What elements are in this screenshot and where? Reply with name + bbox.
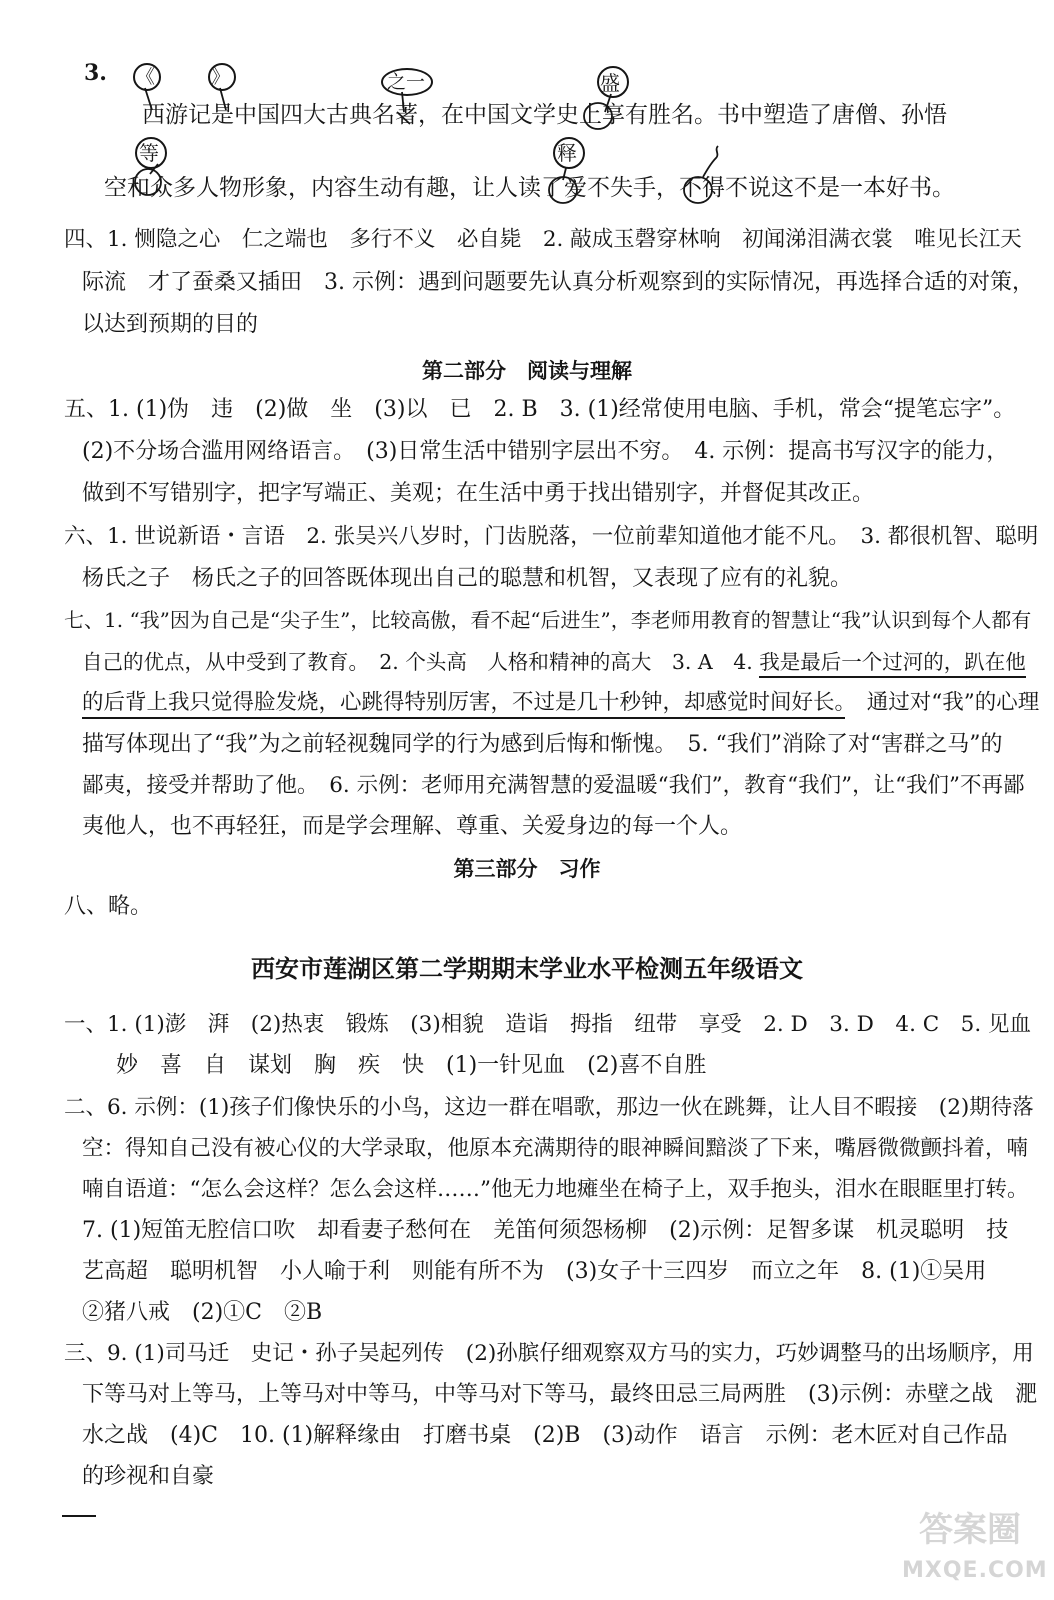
e3-line-2: 下等马对上等马，上等马对中等马，中等马对下等马，最终田忌三局两胜 (3)示例：赤壁之战 淝 [82,1382,1038,1407]
zhi-yi-mark: 之一 [387,71,426,93]
s7-line-5: 鄙夷，接受并帮助了他。 6. 示例：老师用充满智慧的爱温暖“我们”，教育“我们”，让“我们”不再鄙 [82,773,1025,798]
s7-line-2-text: 自己的优点，从中受到了教育。 2. 个头高 人格和精神的高大 3. A 4. [82,650,760,674]
part-3-heading: 第三部分 习作 [453,856,601,881]
s4-line-1: 四、1. 恻隐之心 仁之端也 多行不义 必自毙 2. 敲成玉磬穿林响 初闻涕泪满衣裳 唯见长江天 [64,227,1022,252]
s7-line-6: 夷他人，也不再轻狂，而是学会理解、尊重、关爱身边的每一个人。 [82,814,743,839]
watermark-url: MXQE.COM [902,1558,1048,1583]
s5-line-1: 五、1. (1)伪 违 (2)做 坐 (3)以 已 2. B 3. (1)经常使用电脑、手机，常会“提笔忘字”。 [64,397,1016,422]
page-footer-rule [62,1515,96,1517]
s4-line-3: 以达到预期的目的 [82,312,259,337]
e2-line-6: ②猪八戒 (2)①C ②B [82,1300,323,1325]
s7-line-1: 七、1. “我”因为自己是“尖子生”，比较高傲，看不起“后进生”，李老师用教育的智慧让“我”认识到每个人都有 [64,608,1032,632]
s6-line-2: 杨氏之子 杨氏之子的回答既体现出自己的聪慧和机智，又表现了应有的礼貌。 [82,566,853,591]
e2-line-3: 喃自语道：“怎么会这样？怎么会这样……”他无力地瘫坐在椅子上，双手抱头，泪水在眼眶里打转。 [82,1177,1029,1202]
e3-line-4: 的珍视和自豪 [82,1464,215,1489]
e3-line-3: 水之战 (4)C 10. (1)解释缘由 打磨书桌 (2)B (3)动作 语言 示例：老木匠对自己作品 [82,1423,1008,1448]
e2-line-2: 空：得知自己没有被心仪的大学录取，他原本充满期待的眼神瞬间黯淡了下来，嘴唇微微颤抖着，喃 [82,1136,1029,1161]
watermark-logo [902,1504,1048,1590]
book-close-mark: 》 [211,66,231,88]
deng-mark: 等 [139,141,159,165]
e3-line-1: 三、9. (1)司马迁 史记・孙子吴起列传 (2)孙膑仔细观察双方马的实力，巧妙调整马的出场顺序，用 [64,1341,1034,1366]
shi-mark: 释 [557,141,577,165]
exam-title: 西安市莲湖区第二学期期末学业水平检测五年级语文 [251,954,803,983]
s7-underlined-sentence-start: 我是最后一个过河的，趴在他 [759,650,1026,678]
part-2-heading: 第二部分 阅读与理解 [422,358,632,383]
s8-line-1: 八、略。 [64,894,153,919]
sheng-mark: 盛 [600,71,620,95]
q3-line-1: 西游记是中国四大古典名著，在中国文学史上享有胜名。书中塑造了唐僧、孙悟 [142,102,947,128]
s4-line-2: 际流 才了蚕桑又插田 3. 示例：遇到问题要先认真分析观察到的实际情况，再选择合适的对策， [82,270,1034,295]
s7-line-3-text: 通过对“我”的心理 [866,690,1040,715]
e1-line-2: 妙 喜 自 谋划 胸 疾 快 (1)一针见血 (2)喜不自胜 [116,1053,707,1078]
q3-number: 3. [84,60,107,86]
q3-line-2: 空和众多人物形象，内容生动有趣，让人读了爱不失手，不得不说这不是一本好书。 [104,175,955,201]
e1-line-1: 一、1. (1)澎 湃 (2)热衷 锻炼 (3)相貌 造诣 拇指 纽带 享受 2. D 3. D 4. C 5. 见血 [64,1012,1032,1037]
e2-line-1: 二、6. 示例：(1)孩子们像快乐的小鸟，这边一群在唱歌，那边一伙在跳舞，让人目不暇接 (2)期待落 [64,1095,1034,1120]
watermark-logo-text: 答案圈 [919,1510,1021,1550]
s7-underlined-sentence-end: 的后背上我只觉得脸发烧，心跳得特别厉害，不过是几十秒钟，却感觉时间好长。 [82,690,845,719]
s5-line-2: (2)不分场合滥用网络语言。 (3)日常生活中错别字层出不穷。 4. 示例：提高书写汉字的能力， [82,439,1009,464]
s6-line-1: 六、1. 世说新语・言语 2. 张吴兴八岁时，门齿脱落，一位前辈知道他才能不凡。 3. 都很机智、聪明 [64,524,1039,549]
s7-line-2 [82,647,1026,677]
e2-line-5: 艺高超 聪明机智 小人喻于利 则能有所不为 (3)女子十三四岁 而立之年 8. (1)①吴用 [82,1259,987,1284]
s7-line-4: 描写体现出了“我”为之前轻视魏同学的行为感到后悔和惭愧。 5. “我们”消除了对“害群之马”的 [82,732,1003,757]
book-open-mark: 《 [136,66,156,88]
s5-line-3: 做到不写错别字，把字写端正、美观；在生活中勇于找出错别字，并督促其改正。 [82,481,875,506]
s7-line-3 [82,688,1039,718]
e2-line-4: 7. (1)短笛无腔信口吹 却看妻子愁何在 羌笛何须怨杨柳 (2)示例：足智多谋 机灵聪明 技 [82,1218,1009,1243]
